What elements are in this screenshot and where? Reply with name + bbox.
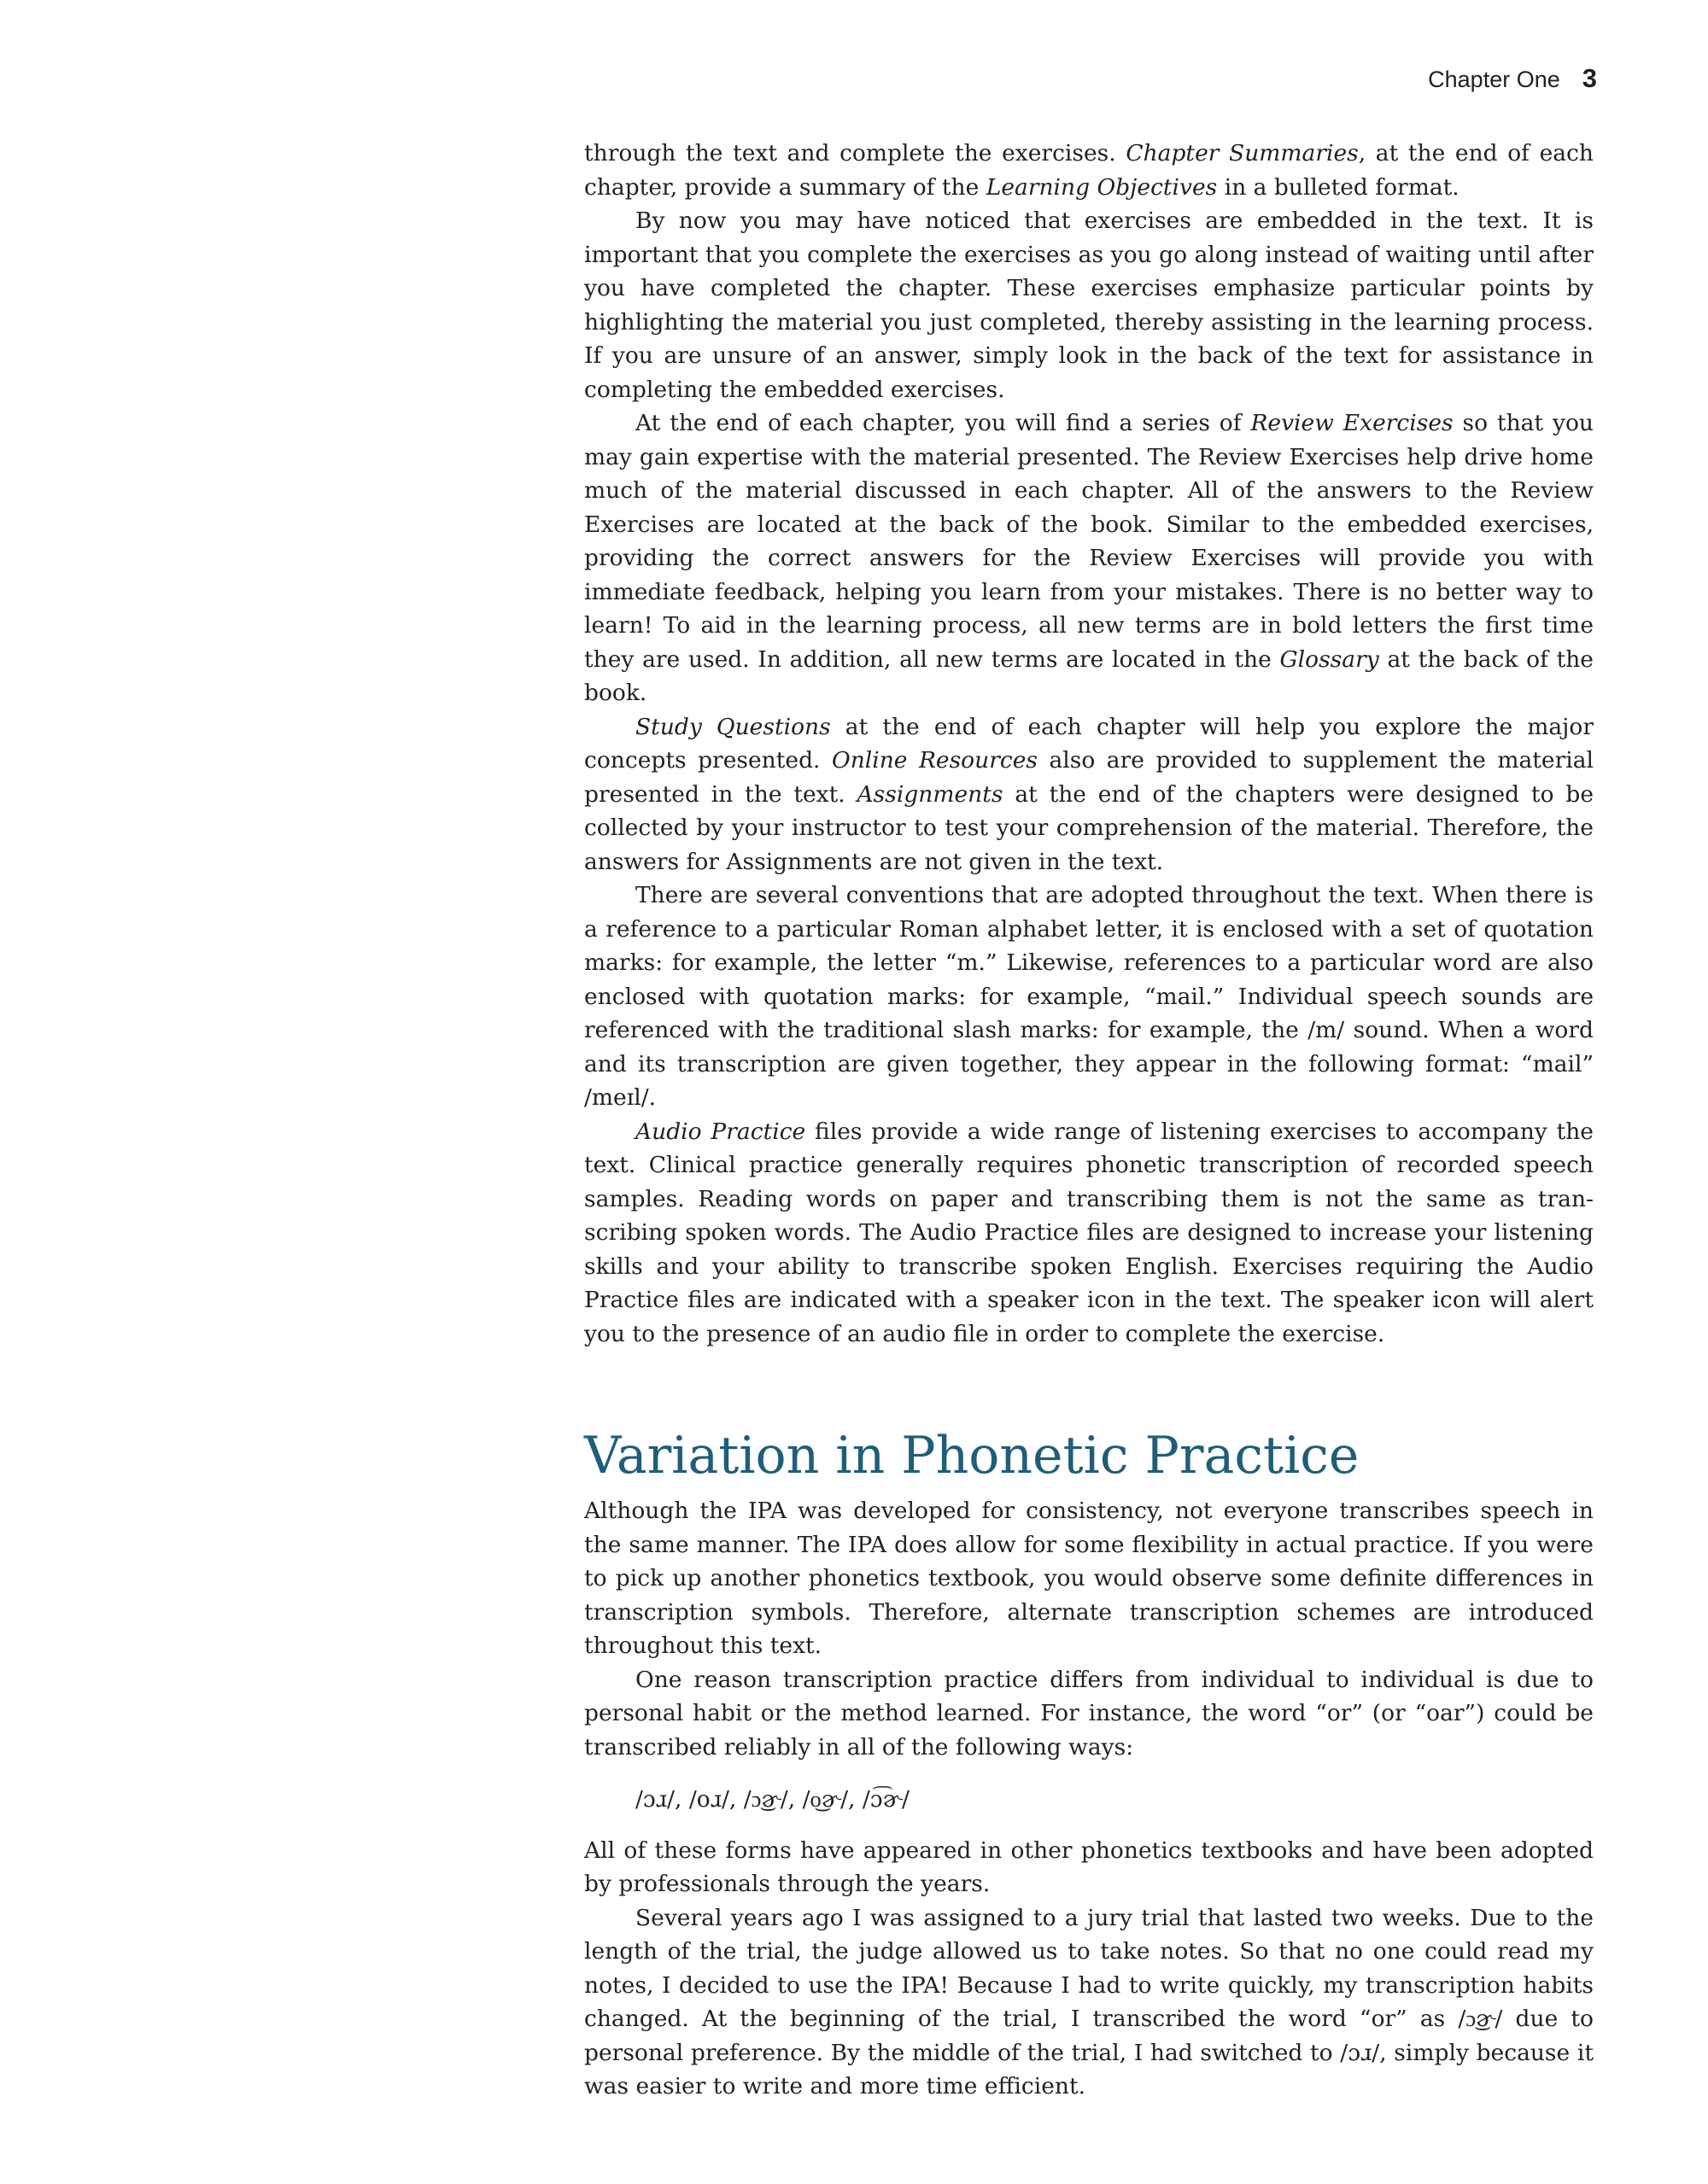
page-number: 3: [1582, 63, 1597, 93]
text-run: There are several conventions that are adopted throughout the text. When there is a reference to a particular Roman alphabet letter, it is enclosed with a set of quotation marks: for example, the letter “m.” Likewise, references to a particular word are also enclosed with quotation marks: for example, “mail.” Individual speech sounds are referenced with the traditional slash marks: for example, the /m/ sound. When a word and its transcription are given together, they appear in the following format: “mail” /meɪl/.: [584, 882, 1594, 1111]
text-run: at the back of the book.: [584, 645, 1594, 706]
italic-term: Audio Practice: [635, 1118, 806, 1145]
text-run: At the end of each chapter, you will find a series of: [635, 410, 1251, 436]
running-head-chapter: Chapter One: [1428, 67, 1560, 92]
section-heading: Variation in Phonetic Practice: [584, 1426, 1360, 1486]
paragraph: [584, 710, 1594, 879]
italic-term: Chapter Summaries: [1126, 140, 1359, 166]
body-text-section-1: [584, 137, 1594, 1351]
paragraph: [584, 137, 1594, 204]
text-run: All of these forms have appeared in other phonetics textbooks and have been adopted by professionals through the years.: [584, 1837, 1594, 1897]
italic-term: Study Questions: [635, 713, 831, 740]
text-run: so that you may gain expertise with the material presented. The Review Exercises help drive home much of the material discussed in each chapter. All of the answers to the Review Exercises are located at the back of the book. Similar to the embedded exercises, providing the correct answers for the Review Exercises will provide you with immediate feedback, helping you learn from your mistakes. There is no better way to learn! To aid in the learning process, all new terms are in bold letters the first time they are used. In addition, all new terms are located in the: [584, 410, 1594, 673]
paragraph: [584, 204, 1594, 406]
paragraph: [584, 879, 1594, 1115]
text-run: in a bulleted format.: [1217, 173, 1459, 201]
text-run: files provide a wide range of listening exercises to accompany the text. Clinical practice generally requires phonetic transcription of recorded speech samples. Reading words on paper and transcribing them is not the same as transcribing spoken words. The Audio Practice files are designed to increase your listening skills and your ability to transcribe spoken English. Exercises requiring the Audio Practice files are indicated with a speaker icon in the text. The speaker icon will alert you to the presence of an audio file in order to complete the exercise.: [584, 1118, 1594, 1347]
text-run: Several years ago I was assigned to a jury trial that lasted two weeks. Due to the length of the trial, the judge allowed us to take notes. So that no one could read my notes, I decided to use the IPA! Because I had to write quickly, my transcription habits changed. At the beginning of the trial, I transcribed the word “or” as /ɔ͜ɚ/ due to personal preference. By the middle of the trial, I had switched to /ɔɹ/, simply because it was easier to write and more time efficient.: [584, 1904, 1594, 2099]
text-run: Although the IPA was developed for consistency, not everyone transcribes speech in the same manner. The IPA does allow for some flexibility in actual practice. If you were to pick up another phonetics textbook, you would observe some definite differences in transcription symbols. Therefore, alternate transcription schemes are introduced throughout this text.: [584, 1498, 1594, 1659]
paragraph: [584, 1901, 1594, 2104]
text-run: One reason transcription practice differs from individual to individual is due to personal habit or the method learned. For instance, the word “or” (or “oar”) could be transcribed reliably in all of the following ways:: [584, 1666, 1594, 1761]
body-text-section-2: [584, 1494, 1594, 2104]
italic-term: Online Resources: [831, 747, 1038, 774]
text-run: at the end of each chapter will help you explore the major concepts presented.: [584, 713, 1594, 774]
text-run: also are provided to supplement the material presented in the text.: [584, 747, 1594, 808]
paragraph: [584, 406, 1594, 710]
paragraph: [584, 1115, 1594, 1352]
text-run: , at the end of each chapter, provide a summary of the: [584, 140, 1594, 201]
ipa-transcription-example: /ɔɹ/, /oɹ/, /ɔ͜ɚ/, /o͜ɚ/, /ɔ͡ɚ/: [635, 1786, 910, 1813]
italic-term: Glossary: [1279, 645, 1379, 673]
paragraph: [584, 1494, 1594, 1663]
italic-term: Review Exercises: [1250, 410, 1454, 436]
text-run: through the text and complete the exercises.: [584, 140, 1126, 166]
italic-term: Assignments: [857, 780, 1003, 808]
paragraph: [584, 1663, 1594, 1765]
italic-term: Learning Objectives: [986, 173, 1218, 201]
text-run: at the end of the chapters were designed to be collected by your instructor to test your comprehension of the material. Therefore, the answers for Assignments are not given in the text.: [584, 780, 1594, 875]
paragraph: [584, 1834, 1594, 1901]
running-head: [1428, 63, 1597, 94]
text-run: By now you may have noticed that exercises are embedded in the text. It is important that you complete the exercises as you go along instead of waiting until after you have completed the chapter. These exercises emphasize particular points by highlighting the material you just completed, thereby assisting in the learning process. If you are unsure of an answer, simply look in the back of the text for assistance in completing the embedded exercises.: [584, 207, 1594, 403]
